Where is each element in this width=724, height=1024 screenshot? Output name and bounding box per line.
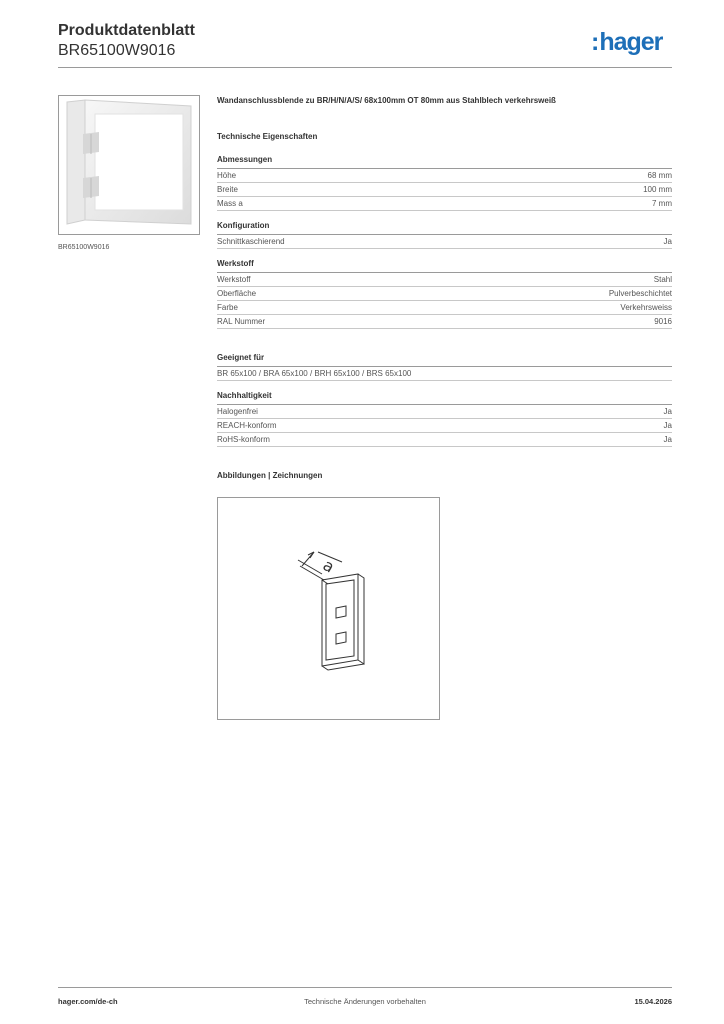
header-divider <box>58 67 672 68</box>
spec-row <box>217 273 672 287</box>
spec-label: Schnittkaschierend <box>217 237 285 246</box>
spec-label: Mass a <box>217 199 243 208</box>
spec-label: Breite <box>217 185 238 194</box>
spec-value: 9016 <box>654 317 672 326</box>
section-geeignet-heading: Geeignet für <box>217 353 672 367</box>
product-description: Wandanschlussblende zu BR/H/N/A/S/ 68x100mm OT 80mm aus Stahlblech verkehrsweiß <box>217 96 556 105</box>
spec-row <box>217 169 672 183</box>
document-header <box>58 22 195 61</box>
spec-label: REACH-konform <box>217 421 277 430</box>
dimension-drawing-icon <box>218 498 439 719</box>
document-title: Produktdatenblatt <box>58 22 195 39</box>
hager-logo: :hager <box>591 28 663 56</box>
spec-value: Stahl <box>653 275 672 284</box>
spec-value: Verkehrsweiss <box>620 303 672 312</box>
product-photo-icon <box>59 96 199 234</box>
spec-value: 68 mm <box>647 171 672 180</box>
spec-row <box>217 301 672 315</box>
footer-date: 15.04.2026 <box>634 997 672 1006</box>
technical-drawing <box>217 497 440 720</box>
spec-label: RAL Nummer <box>217 317 266 326</box>
image-caption: BR65100W9016 <box>58 244 110 251</box>
spec-value: Ja <box>663 407 672 416</box>
spec-label: Oberfläche <box>217 289 257 298</box>
spec-label: Halogenfrei <box>217 407 258 416</box>
product-code: BR65100W9016 <box>58 42 176 59</box>
spec-row <box>217 183 672 197</box>
spec-row <box>217 419 672 433</box>
drawings-heading: Abbildungen | Zeichnungen <box>217 471 323 480</box>
spec-value: Ja <box>663 435 672 444</box>
spec-row <box>217 433 672 447</box>
product-image <box>58 95 200 235</box>
spec-row <box>217 287 672 301</box>
spec-label: BR 65x100 / BRA 65x100 / BRH 65x100 / BRS 65x100 <box>217 369 412 378</box>
spec-value: Pulverbeschichtet <box>608 289 672 298</box>
specifications <box>217 96 672 484</box>
footer-divider <box>58 987 672 988</box>
spec-label: Höhe <box>217 171 237 180</box>
spec-value: 100 mm <box>643 185 672 194</box>
spec-row <box>217 405 672 419</box>
spec-label: Farbe <box>217 303 238 312</box>
spec-row <box>217 367 672 381</box>
section-konfiguration-heading: Konfiguration <box>217 221 672 235</box>
spec-value: 7 mm <box>652 199 672 208</box>
spec-label: Werkstoff <box>217 275 251 284</box>
spec-row <box>217 235 672 249</box>
spec-row <box>217 315 672 329</box>
spec-row <box>217 197 672 211</box>
section-werkstoff-heading: Werkstoff <box>217 259 672 273</box>
section-nachhaltigkeit-heading: Nachhaltigkeit <box>217 391 672 405</box>
footer-website: hager.com/de-ch <box>58 997 118 1006</box>
section-abmessungen-heading: Abmessungen <box>217 155 672 169</box>
footer-disclaimer: Technische Änderungen vorbehalten <box>304 997 426 1006</box>
spec-label: RoHS-konform <box>217 435 270 444</box>
spec-value: Ja <box>663 421 672 430</box>
technical-properties-heading: Technische Eigenschaften <box>217 132 318 141</box>
document-footer <box>58 997 672 1009</box>
spec-value: Ja <box>663 237 672 246</box>
logo-text: hager <box>599 28 663 56</box>
dimension-label-a: a <box>319 555 338 577</box>
